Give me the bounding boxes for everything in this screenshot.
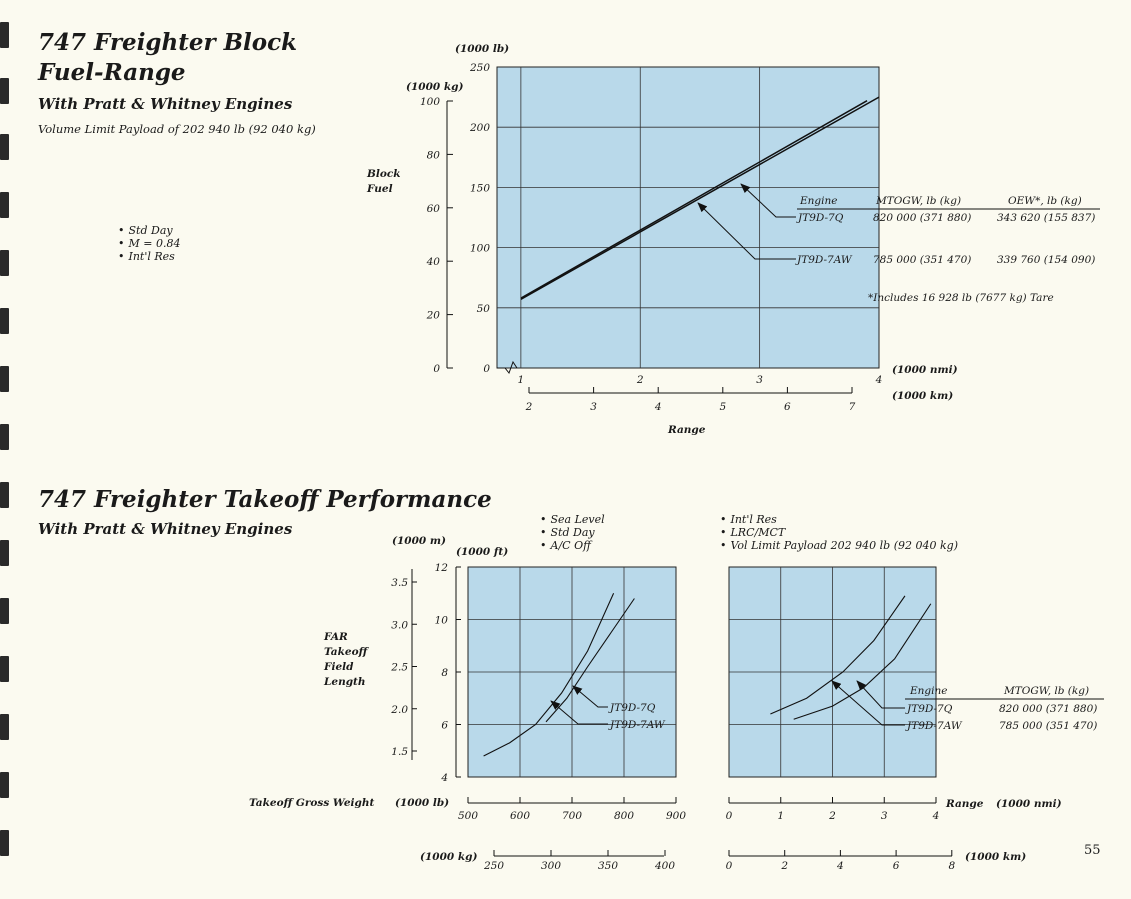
fuel-range-chart	[366, 43, 1100, 436]
series-label-7q: JT9D-7Q	[610, 702, 656, 714]
y-tick-label: 0	[433, 363, 440, 375]
table-cell: 785 000 (351 470)	[873, 254, 972, 266]
x-tick-label: 4	[932, 810, 940, 822]
condition-item: • M = 0.84	[118, 237, 180, 250]
condition-item: • Std Day	[118, 224, 180, 237]
table-cell: 343 620 (155 837)	[997, 212, 1096, 224]
table-cell: 785 000 (351 470)	[999, 720, 1098, 732]
x-tick-labels-km	[525, 387, 856, 413]
x-tick-label: 700	[561, 810, 583, 822]
y-tick-label: 8	[441, 667, 448, 679]
x-tick-labels-nmi	[726, 797, 940, 822]
x-tick-label: 6	[892, 860, 900, 872]
x-tick-label: 4	[654, 401, 662, 413]
table-header: MTOGW, lb (kg)	[1004, 685, 1090, 697]
x-tick-label: 1	[777, 810, 785, 822]
x-tick-label: 800	[613, 810, 635, 822]
x-tick-label: 350	[597, 860, 619, 872]
condition-item: • Sea Level	[540, 513, 605, 526]
x-unit-nmi: (1000 nmi)	[892, 364, 958, 376]
x-tick-label: 3	[756, 374, 763, 386]
table-footnote: *Includes 16 928 lb (7677 kg) Tare	[868, 292, 1054, 304]
fuel-range-subtitle: With Pratt & Whitney Engines	[38, 95, 293, 113]
table-header: MTOGW, lb (kg)	[876, 195, 962, 207]
y-tick-label: 250	[469, 62, 490, 74]
x-unit-nmi: (1000 nmi)	[996, 798, 1062, 810]
x-tick-label: 1	[517, 374, 525, 386]
y-tick-label: 150	[469, 182, 490, 195]
takeoff-range-chart	[726, 567, 1104, 872]
y-tick-label: 100	[469, 242, 490, 255]
x-tick-labels-kg	[483, 850, 675, 872]
table-cell: JT9D-7AW	[797, 254, 852, 266]
x-tick-label: 4	[837, 860, 844, 872]
y-unit-m: (1000 m)	[392, 535, 446, 547]
y-label-far: FAR	[324, 631, 348, 643]
y-unit-ft: (1000 ft)	[456, 546, 509, 558]
y-label-takeoff: Takeoff	[324, 646, 368, 658]
y-label-length: Length	[324, 676, 366, 688]
x-tick-label: 400	[654, 860, 676, 872]
x-tick-label: 2	[829, 810, 836, 822]
y-label-fuel: Fuel	[367, 183, 393, 195]
x-unit-km: (1000 km)	[892, 390, 954, 402]
table-cell: 820 000 (371 880)	[873, 212, 972, 224]
table-cell: JT9D-7Q	[907, 703, 953, 715]
table-cell: JT9D-7Q	[798, 212, 844, 224]
payload-note: Volume Limit Payload of 202 940 lb (92 040 kg)	[38, 122, 316, 136]
x-tick-label: 3	[590, 401, 597, 413]
x-tick-label: 600	[509, 810, 531, 822]
series-label-7aw: JT9D-7AW	[610, 719, 665, 731]
y-label-field: Field	[324, 661, 354, 673]
y-tick-label: 80	[426, 149, 440, 162]
x-tick-label: 5	[719, 401, 727, 413]
y-tick-labels-ft	[435, 562, 461, 784]
y-tick-label: 60	[426, 202, 440, 215]
x-tick-label: 2	[781, 860, 789, 872]
y-tick-label: 50	[476, 302, 490, 315]
table-cell: 820 000 (371 880)	[999, 703, 1098, 715]
y-tick-label: 4	[441, 772, 448, 784]
condition-item: • LRC/MCT	[720, 526, 958, 539]
y-tick-label: 40	[426, 256, 440, 269]
y-tick-label: 0	[483, 363, 490, 375]
y-tick-label: 1.5	[391, 746, 408, 758]
x-tick-label: 2	[525, 401, 533, 413]
y-tick-label: 20	[426, 309, 440, 322]
y-tick-labels-m	[390, 577, 417, 758]
table-cell: 339 760 (154 090)	[997, 254, 1096, 266]
x-tick-label: 8	[948, 860, 956, 872]
x-unit-kg: (1000 kg)	[420, 851, 478, 863]
x-tick-label: 0	[725, 810, 733, 822]
x-tick-label: 900	[665, 810, 687, 822]
condition-item: • Int'l Res	[720, 513, 958, 526]
engine-table	[905, 685, 1104, 732]
table-cell: JT9D-7AW	[907, 720, 962, 732]
y-tick-labels-kg	[420, 96, 453, 375]
x-tick-label: 7	[848, 401, 856, 413]
y-unit-kg: (1000 kg)	[406, 81, 464, 93]
x-tick-labels-lb	[458, 797, 686, 822]
x-tick-label: 500	[457, 810, 479, 822]
y-tick-label: 12	[434, 562, 448, 574]
condition-item: • A/C Off	[540, 539, 605, 552]
x-tick-label: 300	[540, 860, 562, 872]
x-label-range: Range	[668, 424, 706, 436]
table-header: OEW*, lb (kg)	[1008, 195, 1082, 207]
y-unit-lb: (1000 lb)	[455, 43, 510, 55]
y-label-block: Block	[367, 168, 401, 180]
y-tick-label: 2.5	[391, 661, 408, 674]
condition-item: • Vol Limit Payload 202 940 lb (92 040 kg)	[720, 539, 958, 552]
fuel-range-title-line2: Fuel-Range	[38, 59, 186, 86]
x-tick-label: 4	[875, 374, 883, 386]
x-tick-label: 6	[784, 401, 791, 413]
x-tick-label: 250	[483, 860, 505, 872]
y-tick-labels-lb	[469, 62, 490, 375]
x-tick-labels-nmi	[518, 374, 883, 386]
y-tick-label: 2.0	[391, 703, 408, 716]
condition-item: • Std Day	[540, 526, 605, 539]
x-tick-label: 0	[725, 860, 733, 872]
takeoff-weight-chart	[249, 535, 686, 872]
y-tick-label: 10	[434, 614, 448, 627]
x-tick-labels-km	[726, 850, 956, 872]
takeoff-subtitle: With Pratt & Whitney Engines	[38, 520, 293, 538]
page-number: 55	[1084, 843, 1101, 858]
x-tick-label: 3	[880, 810, 888, 822]
y-tick-label: 3.5	[391, 577, 408, 589]
x-unit-km: (1000 km)	[965, 851, 1027, 863]
table-header: Engine	[800, 195, 838, 207]
y-tick-label: 200	[469, 122, 490, 135]
table-header: Engine	[910, 685, 948, 697]
x-label-range: Range	[946, 798, 984, 810]
y-tick-label: 3.0	[391, 619, 408, 632]
y-tick-label: 6	[441, 719, 448, 732]
fuel-range-title-line1: 747 Freighter Block	[38, 29, 298, 56]
condition-item: • Int'l Res	[118, 250, 180, 263]
x-unit-lb: (1000 lb)	[395, 797, 450, 809]
x-label-weight: Takeoff Gross Weight	[249, 797, 375, 809]
takeoff-title: 747 Freighter Takeoff Performance	[38, 486, 492, 513]
y-tick-label: 100	[419, 96, 440, 108]
x-tick-label: 2	[636, 374, 644, 386]
